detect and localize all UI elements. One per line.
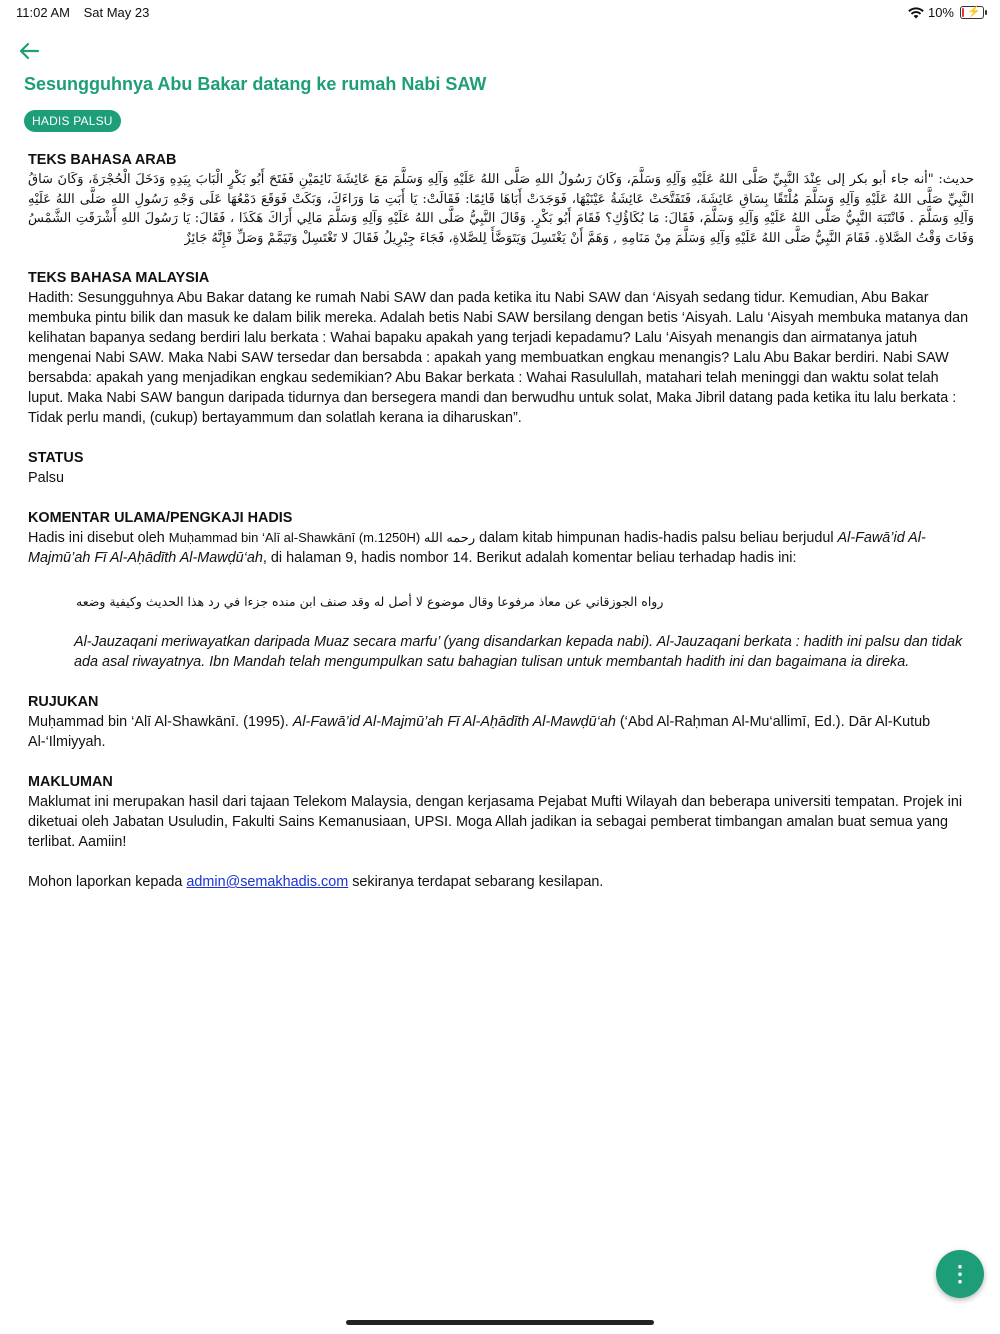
more-vertical-icon: ⋮ (949, 1261, 971, 1286)
reference-author: Muḥammad bin ‘Alī Al-Shawkānī. (1995). (28, 714, 293, 730)
status-right (908, 5, 984, 20)
info-text: Maklumat ini merupakan hasil dari tajaan Telekom Malaysia, dengan kerjasama Pejabat Mufti Wilayah dan beberapa universiti tempatan. Projek ini diketuai oleh Jabatan Usuludin, Fakulti Sains Kemanusiaan, UPSI. Moga Allah jadikan ia sebagai pemberat timbangan amalan buat semua yang terlibat. Aamiin! (28, 794, 963, 850)
book-title: Al-Fawā’id Al-Majmū’ah Fī Al-Aḥādīth Al-Mawḍū‘ah (28, 530, 926, 566)
more-options-button[interactable] (936, 1250, 984, 1298)
battery-percent: 10% (927, 5, 954, 20)
malay-text: Hadith: Sesungguhnya Abu Bakar datang ke rumah Nabi SAW dan pada ketika itu Nabi SAW dan ‘Aisyah sedang tidur. Kemudian, Abu Bakar membuka pintu bilik dan masuk ke dalam bilik mereka. Adalah betis Nabi SAW bersilang dengan betis ‘Aisyah. Lalu ‘Aisyah membuka matanya dan kelihatan bapanya sedang berdiri lalu berkata : Wahai bapaku apakah yang terjadi kepadamu? Lalu ‘Aisyah menangis dan airmatanya jatuh mengenai Nabi SAW. Maka Nabi SAW tersedar dan bersabda : apakah yang membuatkan engkau menangis? Lalu Abu Bakar berdiri. Nabi SAW bersabda: apakah yang menjadikan engkau sedemikian? Abu Bakar berkata : Wahai Rasulullah, matahari telah meninggi dan waktu solat telah luput. Maka Nabi SAW bangun daripada tidurnya dan bersegera mandi dan berwudhu untuk solat, Maka Jibril datang pada ketika itu lalu berkata : Tidak perlu mandi, (cukup) bertayammum dan solatlah kerana ia diharuskan”. (28, 290, 969, 426)
page-title: Sesungguhnya Abu Bakar datang ke rumah Nabi SAW (24, 74, 487, 94)
arabic-text: حديث: "أنه جاء أبو بكر إلى عِنْدَ النَّبِيِّ صَلَّى اللهُ عَلَيْهِ وَآلِهِ وَسَلَّمَ، وَكَانَ رَسُولُ اللهِ صَلَّى اللهُ عَلَيْهِ وَآلِهِ وَسَلَّمَ مَعَ عَائِشَةَ نَائِمَيْنِ فَفَتَحَ أَبُو بَكْرٍ الْبَابَ بِيَدِهِ وَدَخَلَ الْحُجْرَةَ، وَكَانَ سَاقُ النَّبِيِّ صَلَّى اللهُ عَلَيْهِ وَآلِهِ وَسَلَّمَ مُلْتَقًا بِسَاقِ عَائِشَةَ، فَتَفَتَّحَتْ عَائِشَةُ عَيْنَيْهَا، فَوَجَدَتْ أَبَاهَا قَائِمًا: فَقَالَتْ: يَا أَبَتِ مَا وَرَاءَكَ، وَبَكَتْ فَوَقَعَ دَمْعُهَا عَلَى وَجْهِ رَسُولِ اللهِ صَلَّى اللهُ عَلَيْهِ وَآلِهِ وَسَلَّمَ . فَانْتَبَهَ النَّبِيُّ صَلَّى اللهُ عَلَيْهِ وَآلِهِ وَسَلَّمَ، فَقَالَ: مَا بُكَاؤُكِ؟ فَقَامَ أَبُو بَكْرٍ. وَقَالَ النَّبِيُّ صَلَّى اللهُ عَلَيْهِ وَآلِهِ وَسَلَّمَ مَالِي أَرَاكَ هَكَذَا ، فَقَالَ: يَا رَسُولَ اللهِ أَشْرَقَتِ الشَّمْسُ وَفَاتَ وَقْتُ الصَّلاةِ. فَقَامَ النَّبِيُّ صَلَّى اللهُ عَلَيْهِ وَآلِهِ وَسَلَّمَ مِنْ مَنَامِهِ , وَهَمَّ أَنْ يَغْتَسِلَ وَيَتَوَضَّأَ لِلصَّلاةِ، فَجَاءَ جِبْرِيلُ فَقَالَ لا تَغْتَسِلْ وَتَيَمَّمْ وَصَلِّ فَإِنَّهُ جَائِزٌ (28, 172, 974, 246)
scholar-name: Muḥammad bin ‘Alī al-Shawkānī (m.1250H) رحمه الله (168, 530, 476, 545)
status-bar (0, 0, 1000, 24)
status-date: Sat May 23 (83, 5, 150, 20)
report-suffix: sekiranya terdapat sebarang kesilapan. (348, 874, 604, 890)
comment-section (28, 508, 974, 672)
battery-icon (960, 6, 984, 19)
wifi-icon (908, 7, 924, 19)
arrow-left-icon[interactable] (16, 38, 42, 64)
info-section (28, 772, 974, 852)
report-prefix: Mohon laporkan kepada (28, 874, 187, 890)
arabic-heading: TEKS BAHASA ARAB (28, 152, 177, 168)
malay-section (28, 268, 974, 428)
report-line (28, 872, 974, 892)
status-badge: HADIS PALSU (24, 110, 121, 132)
status-time: 11:02 AM (16, 5, 70, 20)
reference-heading: RUJUKAN (28, 694, 99, 710)
status-section (28, 448, 974, 488)
comment-intro (28, 528, 974, 568)
arabic-section (28, 150, 974, 248)
charging-bolt-icon: ⚡ (967, 6, 981, 18)
quote-arabic: رواه الجوزقاني عن معاذ مرفوعا وقال موضوع لا أصل له وقد صنف ابن منده جزءا في رد هذا الحديث وكيفية وضعه (76, 594, 664, 609)
status-heading: STATUS (28, 450, 84, 466)
comment-heading: KOMENTAR ULAMA/PENGKAJI HADIS (28, 510, 293, 526)
comment-intro-c: , di halaman 9, hadis nombor 14. Berikut adalah komentar beliau terhadap hadis ini: (262, 550, 797, 566)
reference-section (28, 692, 974, 752)
comment-intro-a: Hadis ini disebut oleh (28, 530, 169, 546)
reference-rest: (‘Abd Al-Raḥman Al-Mu‘allimī, Ed.). Dār Al-Kutub Al-‘Ilmiyyah. (28, 714, 931, 750)
comment-intro-b: dalam kitab himpunan hadis-hadis palsu beliau berjudul (475, 530, 838, 546)
quote-translation: Al-Jauzaqani meriwayatkan daripada Muaz secara marfu’ (yang disandarkan kepada nabi). Al-Jauzaqani berkata : hadith ini palsu dan tidak ada asal riwayatnya. Ibn Mandah telah mengumpulkan satu bahagian tulisan untuk membantah hadith ini dan bagaimana ia direka. (74, 634, 963, 670)
reference-text (28, 712, 974, 752)
report-email-link[interactable]: admin@semakhadis.com (186, 874, 349, 890)
battery-level (962, 8, 964, 17)
status-value: Palsu (28, 470, 64, 486)
malay-heading: TEKS BAHASA MALAYSIA (28, 270, 210, 286)
hadith-content (28, 150, 974, 892)
status-left (16, 5, 159, 20)
home-indicator (346, 1320, 654, 1325)
reference-title: Al-Fawā’id Al-Majmū’ah Fī Al-Aḥādīth Al-Mawḍū‘ah (292, 714, 616, 730)
info-heading: MAKLUMAN (28, 774, 113, 790)
